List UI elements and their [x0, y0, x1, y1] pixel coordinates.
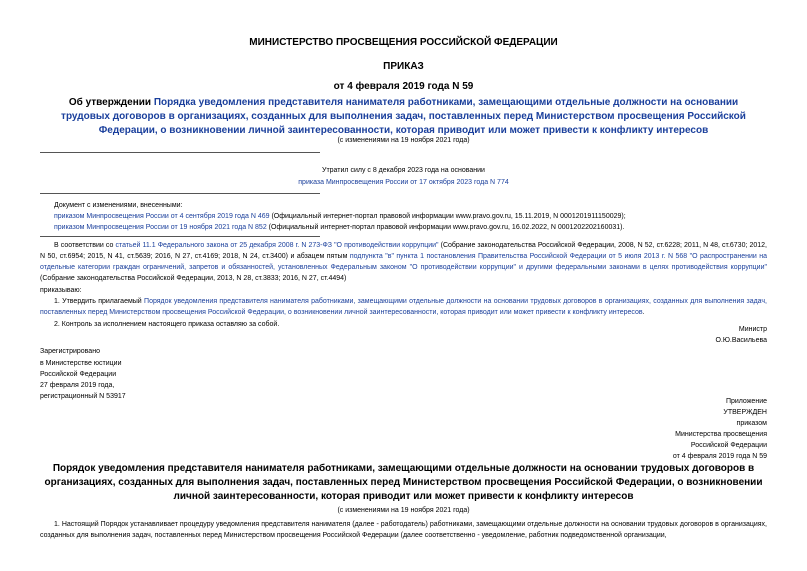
document-type: ПРИКАЗ [383, 61, 424, 72]
divider [40, 236, 320, 237]
procedure-title: Порядок уведомления представителя нанимателя работниками, замещающими отдельные должности на основании трудовых договоров в организациях, созданных для выполнения задач, поставленных перед Министерством просвещения Российской Федерации, о возникновении личной заинтересованности, которая приводит или может привести к конфликту интересов [44, 463, 763, 502]
procedure-revision-note: (с изменениями на 19 ноября 2021 года) [337, 507, 470, 514]
appendix-line-2: УТВЕРЖДЕН [723, 409, 767, 416]
item-2-paragraph: 2. Контроль за исполнением настоящего приказа оставляю за собой. [54, 321, 280, 328]
preamble-paragraph [40, 240, 767, 284]
changes-intro: Документ с изменениями, внесенными: [54, 202, 183, 209]
signature-name: О.Ю.Васильева [715, 337, 767, 344]
changes-item-1 [54, 211, 767, 222]
preamble-link-decree[interactable]: подпункта "в" пункта 1 постановления Правительства Российской Федерации от 5 июля 2013 г. N 568 "О распространении на отдельные категории граждан ограничений, запретов и обязанностей, установленных Федеральным законом "О противодействии коррупции" и другими федеральными законами в целях противодействия коррупции" [40, 253, 768, 271]
procedure-paragraph-1: 1. Настоящий Порядок устанавливает процедуру уведомления представителя нанимателя (далее - работодатель) работниками, замещающими отдельные должности на основании трудовых договоров в организациях, созданных для выполнения задач, поставленных перед Министерством просвещения Российской Федерации (далее соответственно - уведомление, работник подведомственной организации, [40, 521, 767, 539]
preamble-link-law[interactable]: статьей 11.1 Федерального закона от 25 декабря 2008 г. N 273-ФЗ "О противодействии коррупции" [115, 242, 439, 249]
ministry-title: МИНИСТЕРСТВО ПРОСВЕЩЕНИЯ РОССИЙСКОЙ ФЕДЕРАЦИИ [249, 37, 558, 48]
document-date-number: от 4 февраля 2019 года N 59 [333, 81, 474, 92]
appendix-line-1: Приложение [725, 398, 767, 405]
order-word: приказываю: [40, 287, 82, 294]
lost-force-line: Утратил силу с 8 декабря 2023 года на основании [322, 167, 485, 174]
signature-position: Министр [738, 326, 767, 333]
item-1-suffix: . [642, 309, 645, 316]
registration-line-4: 27 февраля 2019 года, [40, 382, 115, 389]
preamble-text-2: (Собрание законодательства Российской Федерации, 2008, N 52, ст.6228; 2011, N 48, ст.6730; 2012, N 50, ст.6954; 2015, N 41, ст.5639; 2016, N 27, ст.4169; 2018, N 24, ст.3400) и абзацем пятым [40, 242, 767, 260]
appendix-line-6: от 4 февраля 2019 года N 59 [672, 453, 767, 460]
registration-line-3: Российской Федерации [40, 371, 117, 378]
appendix-line-4: Министерства просвещения [675, 431, 767, 438]
divider [40, 193, 320, 194]
lost-force-link[interactable]: приказа Минпросвещения России от 17 октября 2023 года N 774 [298, 179, 509, 186]
registration-line-5: регистрационный N 53917 [40, 393, 126, 400]
document-heading [50, 96, 757, 138]
changes-item-2-text: (Официальный интернет-портал правовой информации www.pravo.gov.ru, 16.02.2022, N 0001202202160031). [266, 224, 625, 231]
preamble-text-1: В соответствии со [54, 242, 116, 249]
item-1-paragraph [40, 296, 767, 318]
heading-link[interactable]: Порядка уведомления представителя нанимателя работниками, замещающими отдельные должности на основании трудовых договоров в организациях, созданных для выполнения задач, поставленных перед Министерством просвещения Российской Федерации, о возникновении личной заинтересованности, которая приводит или может привести к конфликту интересов [61, 97, 746, 136]
appendix-line-5: Российской Федерации [690, 442, 767, 449]
changes-item-2-link[interactable]: приказом Минпросвещения России от 19 ноября 2021 года N 852 [54, 224, 267, 231]
registration-line-1: Зарегистрировано [40, 348, 100, 355]
changes-item-1-link[interactable]: приказом Минпросвещения России от 4 сентября 2019 года N 469 [54, 213, 270, 220]
heading-prefix: Об утверждении [68, 97, 154, 108]
registration-line-2: в Министерстве юстиции [40, 360, 122, 367]
preamble-text-3: (Собрание законодательства Российской Федерации, 2013, N 28, ст.3833; 2016, N 27, ст.4494) [40, 275, 347, 282]
appendix-line-3: приказом [736, 420, 767, 427]
divider [40, 152, 320, 153]
changes-item-1-text: (Официальный интернет-портал правовой информации www.pravo.gov.ru, 15.11.2019, N 0001201911150029); [269, 213, 626, 220]
item-1-link[interactable]: Порядок уведомления представителя нанимателя работниками, замещающими отдельные должности на основании трудовых договоров в организациях, созданных для выполнения задач, поставленных перед Министерством просвещения Российской Федерации, о возникновении личной заинтересованности, которая приводит или может привести к конфликту интересов [40, 298, 767, 316]
revision-note: (с изменениями на 19 ноября 2021 года) [337, 137, 470, 144]
item-1-prefix: 1. Утвердить прилагаемый [54, 298, 145, 305]
changes-item-2 [54, 222, 767, 233]
